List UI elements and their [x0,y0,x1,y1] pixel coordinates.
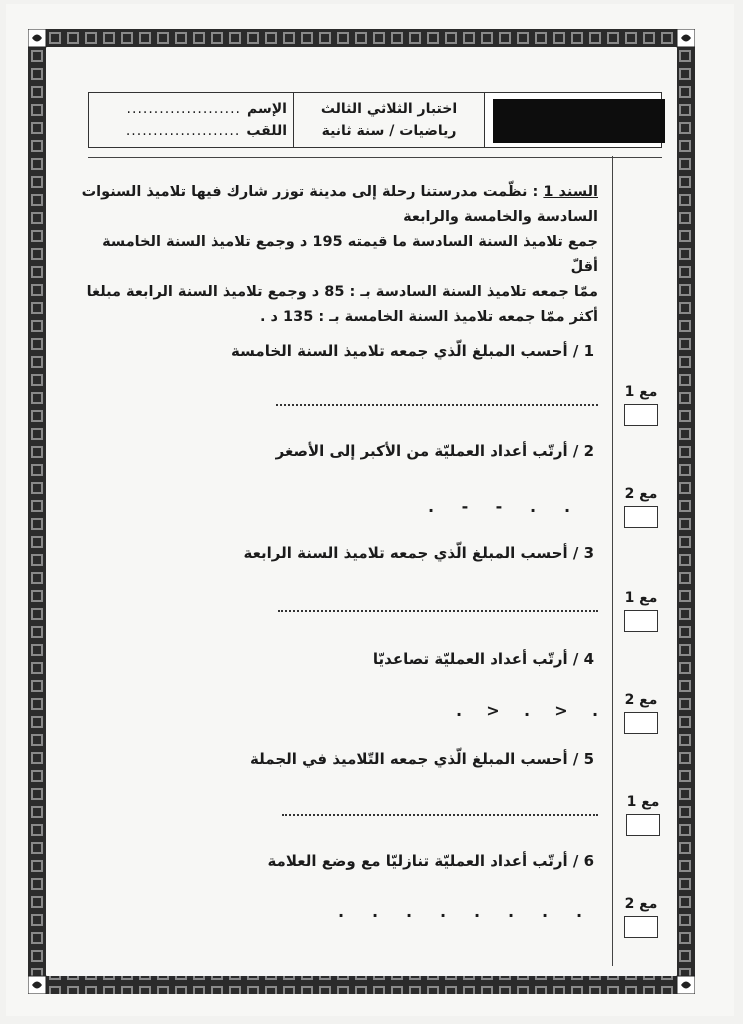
surname-row [89,120,287,142]
worksheet-page [6,4,734,1016]
question-2: 2 / أرتّب أعداد العمليّة من الأكبر إلى الأصغر [275,442,594,460]
mark-6: مع 2 [618,896,664,938]
subject-level: رياضيات / سنة ثانية [321,123,457,139]
sanad-line-1: السند 1 : نظّمت مدرستنا رحلة إلى مدينة توزر شارك فيها تلاميذ السنوات [81,184,598,200]
question-5: 5 / أحسب المبلغ الّذي جمعه التّلاميذ في الجملة [250,750,594,768]
question-1: 1 / أحسب المبلغ الّذي جمعه تلاميذ السنة الخامسة [231,342,594,360]
score-box-3[interactable] [624,610,658,632]
name-field[interactable]: ..................... [126,101,242,117]
question-3: 3 / أحسب المبلغ الّذي جمعه تلاميذ السنة الرابعة [243,544,594,562]
decorative-border [28,29,695,994]
score-box-1[interactable] [624,404,658,426]
sanad-line-5: أكثر ممّا جمعه تلاميذ السنة الخامسة بـ : 135 د . [260,309,598,325]
sanad-heading: السند 1 [543,184,598,200]
score-box-2[interactable] [624,506,658,528]
grading-margin-line [612,156,613,966]
score-box-6[interactable] [624,916,658,938]
score-box-5[interactable] [626,814,660,836]
exam-info [293,93,484,147]
surname-label: اللقب [246,123,287,139]
mark-2: مع 2 [618,486,664,528]
sanad-line-2: السادسة والخامسة والرابعة [403,209,598,225]
score-box-4[interactable] [624,712,658,734]
mark-5: مع 1 [620,794,666,836]
border-pattern [28,29,695,994]
student-info [89,93,293,147]
answer-line-1[interactable] [276,404,598,406]
sanad-line-3: جمع تلاميذ السنة السادسة ما قيمته 195 د وجمع تلاميذ السنة الخامسة أقلّ [102,234,598,275]
sanad-text [78,180,598,330]
name-row [89,98,287,120]
mark-1: مع 1 [618,384,664,426]
name-label: الإسم [247,101,287,117]
mark-3: مع 1 [618,590,664,632]
answer-line-5[interactable] [282,814,598,816]
mark-4: مع 2 [618,692,664,734]
redaction-bar [493,99,665,143]
order-sequence-2: . - - . . [427,497,571,516]
exam-title: اختبار الثلاثي الثالث [320,101,458,117]
sanad-line-4: ممّا جمعه تلاميذ السنة السادسة بـ : 85 د وجمع تلاميذ السنة الرابعة مبلغا [86,284,598,300]
exam-header [88,92,662,148]
surname-field[interactable]: ..................... [125,123,241,139]
order-sequence-4: . > . > . [455,701,599,720]
question-4: 4 / أرتّب أعداد العمليّة تصاعديّا [372,650,594,668]
order-sequence-6: . . . . . . . . [337,902,583,921]
section-divider [88,157,662,158]
answer-line-3[interactable] [278,610,598,612]
question-6: 6 / أرتّب أعداد العمليّة تنازليّا مع وضع العلامة [267,852,594,870]
redacted-school-block [484,93,661,147]
